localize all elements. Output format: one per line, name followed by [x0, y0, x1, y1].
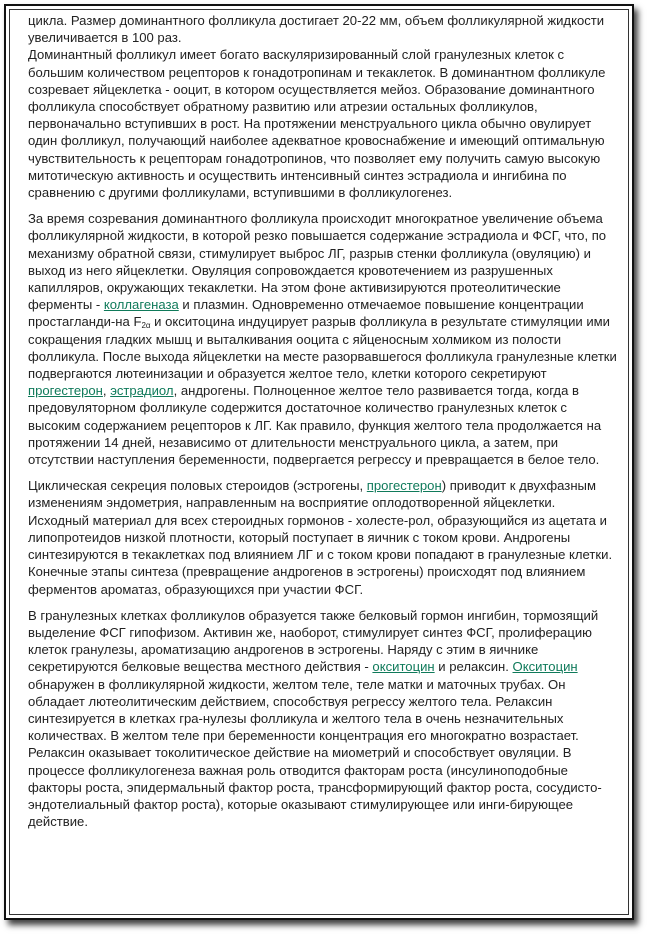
link-oxytocin-capitalized[interactable]: Окситоцин [512, 659, 578, 675]
link-estradiol[interactable]: эстрадиол [110, 383, 174, 399]
paragraph-2 [28, 210, 617, 468]
paragraph-text: обнаружен в фолликулярной жидкости, желтом теле, теле матки и маточных трубах. Он обладает лютеолитическим действием, способствуя регрессу желтого тела. Релаксин синтезируется в клетках гра-нулезы фолликула и желтого тела в очень незначительных количествах. В желтом теле при беременности концентрация его многократно возрастает. Релаксин оказывает токолитическое действие на миометрий и способствует овуляции. В процессе фолликулогенеза важная роль отводится факторам роста (инсулиноподобные факторы роста, эпидермальный фактор роста, трансформирующий фактор роста, сосудисто-эндотелиальный фактор роста), которые оказывают стимулирующее или инги-бирующее действие. [28, 676, 602, 830]
paragraph-1 [28, 12, 617, 201]
paragraph-4 [28, 607, 617, 831]
paragraph-1-text-continued: Доминантный фолликул имеет богато васкуляризированный слой гранулезных клеток с большим количеством рецепторов к гонадотропинам и текаклеток. В доминантном фолликуле созревает яйцеклетка - ооцит, в котором осуществляется мейоз. Образование доминантного фолликула способствует обратному развитию или атрезии остальных фолликулов, первоначально вступивших в рост. На протяжении менструального цикла обычно овулирует один фолликул, получающий наиболее адекватное кровоснабжение и имеющий оптимальную чувствительность к рецепторам гонадотропинов, что позволяет ему получить самую высокую митотическую активность и осуществить интенсивный синтез эстрадиола и ингибина по сравнению с другими фолликулами, вступившими в фолликулогенез. [28, 47, 606, 201]
link-progesterone[interactable]: прогестерон [28, 383, 103, 399]
document-body [28, 12, 617, 839]
page-frame [4, 4, 634, 920]
link-oxytocin[interactable]: окситоцин [372, 659, 435, 675]
link-progesterone[interactable]: прогестерон [366, 478, 442, 494]
paragraph-text: За время созревания доминантного фолликула происходит многократное увеличение объема фолликулярной жидкости, в которой резко повышается содержание эстрадиола и ФСГ, что, по механизму обратной связи, стимулирует выброс ЛГ, разрыв стенки фолликула (овуляцию) и выход из него яйцеклетки. Овуляция сопровождается кровотечением из разрушенных капилляров, окружающих текаклетки. На этом фоне активизируются протеолитические ферменты - [28, 211, 607, 313]
paragraph-text: и плазмин. Одновременно отмечаемое повышение концентрации простагланди-на F [28, 297, 584, 330]
paragraph-3 [28, 477, 617, 597]
paragraph-text: В гранулезных клетках фолликулов образуется также белковый гормон ингибин, тормозящий выделение ФСГ гипофизом. Активин же, наоборот, стимулирует синтез ФСГ, пролиферацию клеток гранулезы, ароматизацию андрогенов в эстрогены. Наряду с этим в яичнике секретируются белковые вещества местного действия - [28, 607, 599, 675]
link-collagenase[interactable]: коллагеназа [103, 297, 179, 313]
paragraph-text: и окситоцина индуцирует разрыв фолликула в результате стимуляции ими сокращения гладких мышц и выталкивания ооцита с яйценосным холмиком из полости фолликула. После выхода яйцеклетки на месте разорвавшегося фолликула гранулезные клетки подвергаются лютеинизации и образуется желтое тело, клетки которого секретируют [28, 314, 617, 382]
subscript-2alpha: 2α [141, 321, 151, 331]
paragraph-1-text: цикла. Размер доминантного фолликула достигает 20-22 мм, объем фолликулярной жидкости увеличивается в 100 раз. [28, 13, 605, 46]
paragraph-text: ) приводит к двухфазным изменениям эндометрия, направленным на восприятие оплодотворенной яйцеклетки. Исходный материал для всех стероидных гормонов - холесте-рол, образующийся из ацетата и липопротеидов низкой плотности, который поступает в яичник с током крови. Андрогены синтезируются в текаклетках под влиянием ЛГ и с током крови попадают в гранулезные клетки. Конечные этапы синтеза (превращение андрогенов в эстрогены) происходят под влиянием ферментов ароматаз, образующихся при участии ФСГ. [28, 478, 613, 597]
paragraph-text: , андрогены. Полноценное желтое тело развивается тогда, когда в предовуляторном фолликуле содержится достаточное количество гранулезных клеток с высоким содержанием рецепторов к ЛГ. Как правило, функция желтого тела продолжается на протяжении 14 дней, независимо от длительности менструального цикла, а затем, при отсутствии наступления беременности, подвергается регрессу и превращается в белое тело. [28, 383, 602, 468]
paragraph-text: Циклическая секреция половых стероидов (эстрогены, [28, 478, 367, 494]
paragraph-text: , [102, 383, 111, 399]
paragraph-text: и релаксин. [434, 659, 513, 675]
